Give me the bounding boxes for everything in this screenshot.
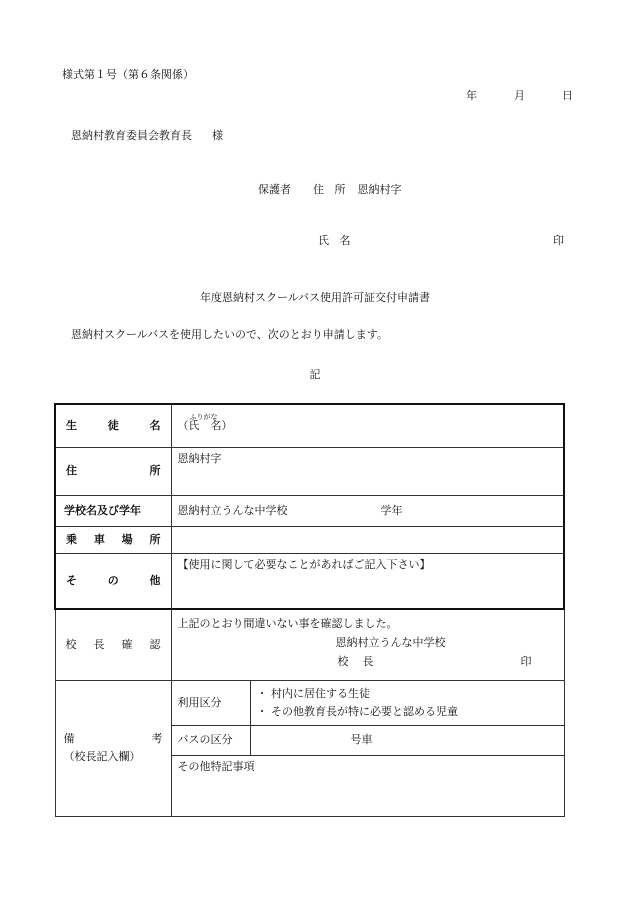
confirm-line1: 上記のとおり間違いない事を確認しました。: [177, 617, 398, 630]
student-name-placeholder: （氏 名）: [177, 419, 233, 432]
field-school[interactable]: [171, 495, 564, 526]
principal-seal: 印: [520, 655, 532, 668]
guardian-name-line: [318, 232, 564, 248]
document-title: 年度恩納村スクールバス使用許可証交付申請書: [199, 291, 430, 304]
field-bus[interactable]: [250, 725, 564, 755]
label-school: 学校名及び学年: [55, 495, 171, 526]
row-school: [55, 495, 564, 526]
form-number: 様式第１号（第６条関係）: [62, 68, 194, 81]
usage-option-2[interactable]: ・ その他教育長が特に必要と認める児童: [256, 704, 458, 718]
label-boarding: 乗 車 場 所: [55, 526, 171, 553]
intro-text: 恩納村スクールバスを使用したいので、次のとおり申請します。: [71, 328, 388, 341]
address-prefix: 恩納村字: [177, 451, 222, 465]
date-day-label: 日: [562, 89, 573, 102]
guardian-address-line: [258, 181, 402, 197]
field-principal-confirm[interactable]: [171, 609, 564, 680]
label-remarks: 備 考 （校長記入欄）: [55, 680, 171, 816]
name-label-a: 氏: [318, 234, 329, 247]
field-address[interactable]: [171, 447, 564, 495]
label-usage: 利用区分: [171, 680, 250, 725]
row-boarding: [55, 526, 564, 553]
field-usage-options[interactable]: [250, 680, 564, 725]
confirm-principal-line: 校 長 印: [178, 652, 558, 671]
date-year-label: 年: [466, 89, 477, 102]
address-label-a: 住: [313, 183, 324, 196]
usage-option-1[interactable]: ・ 村内に居住する生徒: [256, 686, 370, 700]
addressee-name: 恩納村教育委員会教育長: [71, 129, 192, 142]
row-student-name: [55, 404, 564, 447]
label-bus: バスの区分: [171, 725, 250, 755]
applicant-seal: 印: [553, 234, 564, 247]
guardian-label: 保護者: [258, 183, 291, 196]
field-notes[interactable]: [171, 755, 564, 816]
row-other: [55, 553, 564, 609]
field-student-name[interactable]: [171, 404, 564, 447]
label-principal-confirm: 校 長 確 認: [55, 609, 171, 680]
addressee-suffix: 様: [212, 129, 223, 142]
school-name: 恩納村立うんな中学校: [177, 503, 288, 517]
label-student-name: 生 徒 名: [55, 404, 171, 447]
furigana-label: ふりがな: [189, 413, 218, 421]
label-address: 住 所: [55, 447, 171, 495]
date-month-label: 月: [514, 89, 525, 102]
name-label-b: 名: [339, 234, 351, 247]
row-principal-confirm: [55, 609, 564, 680]
other-instruction: 【使用に関して必要なことがあればご記入下さい】: [177, 557, 431, 571]
remarks-sublabel: （校長記入欄）: [63, 750, 141, 763]
confirm-school: 恩納村立うんな中学校: [335, 636, 446, 649]
label-other: そ の 他: [55, 553, 171, 609]
grade-suffix: 学年: [380, 503, 403, 517]
addressee: [71, 127, 223, 143]
application-form-table: [54, 403, 565, 817]
row-remarks-usage: [55, 680, 564, 725]
row-address: [55, 447, 564, 495]
field-other[interactable]: [171, 553, 564, 609]
field-boarding[interactable]: [171, 526, 564, 553]
bus-suffix: 号車: [350, 733, 373, 746]
ki-marker: 記: [309, 368, 321, 381]
address-label-b: 所: [334, 183, 346, 196]
guardian-address-value[interactable]: 恩納村字: [357, 183, 402, 196]
notes-label: その他特記事項: [177, 759, 255, 773]
